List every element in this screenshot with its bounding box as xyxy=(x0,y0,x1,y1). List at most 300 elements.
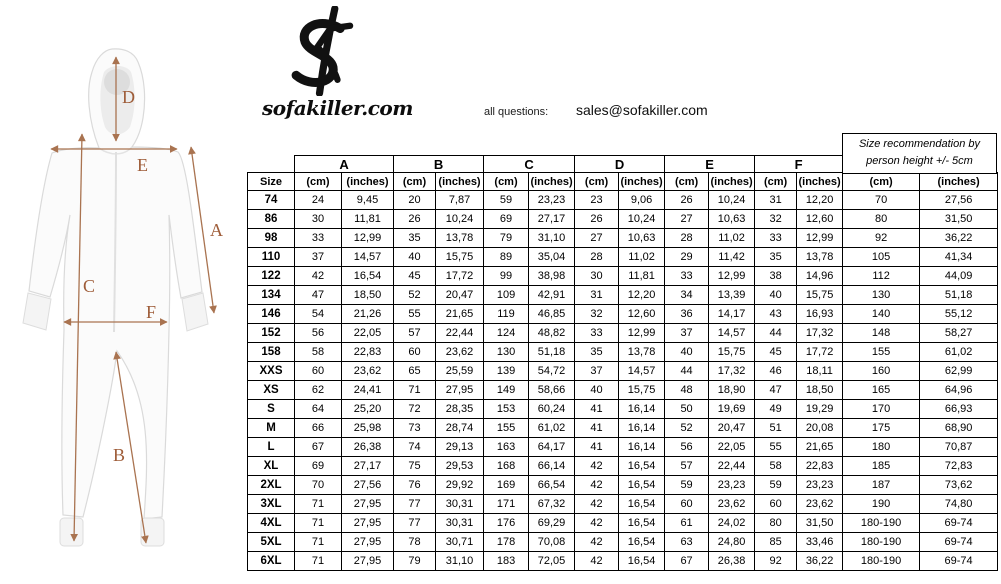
table-row xyxy=(248,400,998,419)
table-row xyxy=(248,229,998,248)
value-cell: 31,50 xyxy=(920,210,998,229)
value-cell: 60 xyxy=(295,362,342,381)
value-cell: 69 xyxy=(484,210,529,229)
value-cell: 13,78 xyxy=(619,343,665,362)
size-cell: 146 xyxy=(248,305,295,324)
value-cell: 130 xyxy=(484,343,529,362)
value-cell: 25,98 xyxy=(342,419,394,438)
value-cell: 37 xyxy=(665,324,709,343)
table-row xyxy=(248,305,998,324)
value-cell: 11,81 xyxy=(342,210,394,229)
value-cell: 42 xyxy=(575,533,619,552)
value-cell: 31,10 xyxy=(436,552,484,571)
onesie-illustration xyxy=(0,0,260,584)
value-cell: 49 xyxy=(755,400,797,419)
value-cell: 23,62 xyxy=(436,343,484,362)
value-cell: 74,80 xyxy=(920,495,998,514)
value-cell: 31 xyxy=(755,191,797,210)
value-cell: 29,92 xyxy=(436,476,484,495)
value-cell: 119 xyxy=(484,305,529,324)
label-b: B xyxy=(113,445,126,465)
value-cell: 40 xyxy=(575,381,619,400)
rec-header-line1: Size recommendation by xyxy=(858,138,981,150)
value-cell: 12,99 xyxy=(342,229,394,248)
size-cell: 158 xyxy=(248,343,295,362)
value-cell: 33 xyxy=(575,324,619,343)
value-cell: 180-190 xyxy=(843,552,920,571)
value-cell: 28,74 xyxy=(436,419,484,438)
size-header: Size xyxy=(248,173,295,191)
value-cell: 77 xyxy=(394,495,436,514)
table-row xyxy=(248,267,998,286)
table-row xyxy=(248,381,998,400)
value-cell: 27 xyxy=(665,210,709,229)
value-cell: 22,05 xyxy=(709,438,755,457)
value-cell: 37 xyxy=(575,362,619,381)
table-row xyxy=(248,476,998,495)
value-cell: 51 xyxy=(755,419,797,438)
value-cell: 20 xyxy=(394,191,436,210)
value-cell: 10,63 xyxy=(709,210,755,229)
value-cell: 69-74 xyxy=(920,514,998,533)
value-cell: 70 xyxy=(843,191,920,210)
value-cell: 180 xyxy=(843,438,920,457)
label-f: F xyxy=(146,302,157,322)
value-cell: 78 xyxy=(394,533,436,552)
unit-cm-header: (cm) xyxy=(665,173,709,191)
value-cell: 26 xyxy=(665,191,709,210)
value-cell: 23,62 xyxy=(342,362,394,381)
value-cell: 175 xyxy=(843,419,920,438)
value-cell: 62 xyxy=(295,381,342,400)
unit-cm-header: (cm) xyxy=(295,173,342,191)
value-cell: 46 xyxy=(755,362,797,381)
value-cell: 54 xyxy=(295,305,342,324)
value-cell: 183 xyxy=(484,552,529,571)
label-e: E xyxy=(137,155,148,175)
unit-inches-header: (inches) xyxy=(619,173,665,191)
value-cell: 45 xyxy=(394,267,436,286)
value-cell: 72,05 xyxy=(529,552,575,571)
value-cell: 56 xyxy=(665,438,709,457)
value-cell: 17,72 xyxy=(436,267,484,286)
size-table-body xyxy=(248,191,998,571)
value-cell: 18,50 xyxy=(797,381,843,400)
value-cell: 29,53 xyxy=(436,457,484,476)
value-cell: 67 xyxy=(295,438,342,457)
value-cell: 16,14 xyxy=(619,400,665,419)
value-cell: 11,02 xyxy=(709,229,755,248)
value-cell: 160 xyxy=(843,362,920,381)
rec-header xyxy=(842,133,997,174)
table-row xyxy=(248,191,998,210)
contact-label: all questions: xyxy=(484,106,549,118)
value-cell: 27,56 xyxy=(920,191,998,210)
value-cell: 42 xyxy=(575,476,619,495)
value-cell: 55 xyxy=(394,305,436,324)
value-cell: 64,96 xyxy=(920,381,998,400)
value-cell: 60 xyxy=(665,495,709,514)
size-cell: 152 xyxy=(248,324,295,343)
value-cell: 59 xyxy=(484,191,529,210)
value-cell: 57 xyxy=(665,457,709,476)
value-cell: 20,47 xyxy=(709,419,755,438)
value-cell: 66,93 xyxy=(920,400,998,419)
value-cell: 109 xyxy=(484,286,529,305)
value-cell: 89 xyxy=(484,248,529,267)
value-cell: 35 xyxy=(755,248,797,267)
value-cell: 12,99 xyxy=(797,229,843,248)
value-cell: 31 xyxy=(575,286,619,305)
value-cell: 79 xyxy=(484,229,529,248)
value-cell: 40 xyxy=(394,248,436,267)
value-cell: 44 xyxy=(665,362,709,381)
table-row xyxy=(248,438,998,457)
value-cell: 80 xyxy=(755,514,797,533)
value-cell: 16,54 xyxy=(619,533,665,552)
value-cell: 13,39 xyxy=(709,286,755,305)
size-cell: 5XL xyxy=(248,533,295,552)
value-cell: 9,45 xyxy=(342,191,394,210)
value-cell: 40 xyxy=(755,286,797,305)
value-cell: 29 xyxy=(665,248,709,267)
value-cell: 41 xyxy=(575,438,619,457)
value-cell: 71 xyxy=(295,514,342,533)
value-cell: 65 xyxy=(394,362,436,381)
col-group-b: B xyxy=(394,156,484,173)
value-cell: 16,54 xyxy=(619,552,665,571)
value-cell: 21,65 xyxy=(797,438,843,457)
value-cell: 27,17 xyxy=(342,457,394,476)
value-cell: 17,72 xyxy=(797,343,843,362)
value-cell: 22,44 xyxy=(709,457,755,476)
value-cell: 12,20 xyxy=(797,191,843,210)
table-row xyxy=(248,457,998,476)
value-cell: 80 xyxy=(843,210,920,229)
value-cell: 51,18 xyxy=(529,343,575,362)
rec-header-line2: person height +/- 5cm xyxy=(866,155,973,167)
value-cell: 168 xyxy=(484,457,529,476)
value-cell: 13,78 xyxy=(797,248,843,267)
value-cell: 27,95 xyxy=(342,552,394,571)
value-cell: 23,62 xyxy=(797,495,843,514)
units-row xyxy=(248,173,998,191)
value-cell: 60 xyxy=(394,343,436,362)
value-cell: 10,24 xyxy=(709,191,755,210)
garment-diagram xyxy=(0,0,260,584)
value-cell: 72 xyxy=(394,400,436,419)
value-cell: 187 xyxy=(843,476,920,495)
label-c: C xyxy=(83,276,96,296)
value-cell: 27,95 xyxy=(342,533,394,552)
value-cell: 70 xyxy=(295,476,342,495)
value-cell: 30,71 xyxy=(436,533,484,552)
unit-inches-header: (inches) xyxy=(709,173,755,191)
value-cell: 52 xyxy=(665,419,709,438)
value-cell: 14,57 xyxy=(619,362,665,381)
value-cell: 54,72 xyxy=(529,362,575,381)
value-cell: 23,23 xyxy=(797,476,843,495)
value-cell: 69-74 xyxy=(920,533,998,552)
value-cell: 22,83 xyxy=(342,343,394,362)
contact-email[interactable]: sales@sofakiller.com xyxy=(576,102,708,118)
value-cell: 16,93 xyxy=(797,305,843,324)
value-cell: 44,09 xyxy=(920,267,998,286)
value-cell: 50 xyxy=(665,400,709,419)
col-group-f: F xyxy=(755,156,843,173)
value-cell: 26,38 xyxy=(342,438,394,457)
value-cell: 17,32 xyxy=(797,324,843,343)
value-cell: 35,04 xyxy=(529,248,575,267)
value-cell: 38 xyxy=(755,267,797,286)
value-cell: 38,98 xyxy=(529,267,575,286)
value-cell: 71 xyxy=(295,552,342,571)
value-cell: 33,46 xyxy=(797,533,843,552)
col-group-a: A xyxy=(295,156,394,173)
value-cell: 16,54 xyxy=(619,514,665,533)
value-cell: 22,83 xyxy=(797,457,843,476)
unit-cm-header: (cm) xyxy=(484,173,529,191)
value-cell: 36,22 xyxy=(797,552,843,571)
value-cell: 19,29 xyxy=(797,400,843,419)
value-cell: 47 xyxy=(755,381,797,400)
size-table-section xyxy=(247,133,998,571)
value-cell: 18,11 xyxy=(797,362,843,381)
value-cell: 70,87 xyxy=(920,438,998,457)
value-cell: 33 xyxy=(295,229,342,248)
size-cell: 134 xyxy=(248,286,295,305)
col-group-e: E xyxy=(665,156,755,173)
value-cell: 12,99 xyxy=(709,267,755,286)
value-cell: 66,14 xyxy=(529,457,575,476)
unit-cm-header: (cm) xyxy=(755,173,797,191)
value-cell: 52 xyxy=(394,286,436,305)
value-cell: 10,63 xyxy=(619,229,665,248)
value-cell: 17,32 xyxy=(709,362,755,381)
value-cell: 30 xyxy=(575,267,619,286)
value-cell: 58,66 xyxy=(529,381,575,400)
table-row xyxy=(248,495,998,514)
unit-inches-header: (inches) xyxy=(797,173,843,191)
value-cell: 14,57 xyxy=(709,324,755,343)
size-cell: 3XL xyxy=(248,495,295,514)
size-cell: M xyxy=(248,419,295,438)
table-row xyxy=(248,362,998,381)
value-cell: 70,08 xyxy=(529,533,575,552)
value-cell: 170 xyxy=(843,400,920,419)
value-cell: 35 xyxy=(394,229,436,248)
value-cell: 61 xyxy=(665,514,709,533)
table-row xyxy=(248,533,998,552)
value-cell: 69 xyxy=(295,457,342,476)
size-cell: 2XL xyxy=(248,476,295,495)
value-cell: 13,78 xyxy=(436,229,484,248)
value-cell: 71 xyxy=(295,495,342,514)
unit-cm-header: (cm) xyxy=(394,173,436,191)
value-cell: 15,75 xyxy=(619,381,665,400)
value-cell: 32 xyxy=(755,210,797,229)
value-cell: 35 xyxy=(575,343,619,362)
value-cell: 149 xyxy=(484,381,529,400)
table-row xyxy=(248,210,998,229)
value-cell: 14,57 xyxy=(342,248,394,267)
value-cell: 20,08 xyxy=(797,419,843,438)
size-cell: 86 xyxy=(248,210,295,229)
value-cell: 28 xyxy=(575,248,619,267)
size-cell: L xyxy=(248,438,295,457)
value-cell: 28,35 xyxy=(436,400,484,419)
unit-inches-header: (inches) xyxy=(436,173,484,191)
value-cell: 16,54 xyxy=(619,476,665,495)
value-cell: 27 xyxy=(575,229,619,248)
value-cell: 25,20 xyxy=(342,400,394,419)
brand-site: sofakiller.com xyxy=(262,96,413,120)
value-cell: 51,18 xyxy=(920,286,998,305)
value-cell: 61,02 xyxy=(920,343,998,362)
value-cell: 21,26 xyxy=(342,305,394,324)
size-cell: 6XL xyxy=(248,552,295,571)
value-cell: 33 xyxy=(665,267,709,286)
table-row xyxy=(248,248,998,267)
value-cell: 69,29 xyxy=(529,514,575,533)
value-cell: 155 xyxy=(484,419,529,438)
value-cell: 67,32 xyxy=(529,495,575,514)
value-cell: 27,17 xyxy=(529,210,575,229)
value-cell: 180-190 xyxy=(843,514,920,533)
value-cell: 169 xyxy=(484,476,529,495)
size-cell: XXS xyxy=(248,362,295,381)
value-cell: 23,62 xyxy=(709,495,755,514)
value-cell: 180-190 xyxy=(843,533,920,552)
value-cell: 140 xyxy=(843,305,920,324)
value-cell: 176 xyxy=(484,514,529,533)
value-cell: 10,24 xyxy=(619,210,665,229)
unit-cm-header: (cm) xyxy=(843,173,920,191)
sk-logo-icon xyxy=(280,6,368,96)
value-cell: 26,38 xyxy=(709,552,755,571)
value-cell: 32 xyxy=(575,305,619,324)
value-cell: 29,13 xyxy=(436,438,484,457)
value-cell: 56 xyxy=(295,324,342,343)
value-cell: 41,34 xyxy=(920,248,998,267)
value-cell: 12,99 xyxy=(619,324,665,343)
value-cell: 112 xyxy=(843,267,920,286)
value-cell: 26 xyxy=(394,210,436,229)
value-cell: 21,65 xyxy=(436,305,484,324)
size-table xyxy=(247,155,998,571)
value-cell: 15,75 xyxy=(797,286,843,305)
label-a: A xyxy=(210,220,223,240)
value-cell: 55,12 xyxy=(920,305,998,324)
value-cell: 66 xyxy=(295,419,342,438)
value-cell: 30,31 xyxy=(436,514,484,533)
value-cell: 15,75 xyxy=(709,343,755,362)
value-cell: 71 xyxy=(295,533,342,552)
col-group-d: D xyxy=(575,156,665,173)
value-cell: 185 xyxy=(843,457,920,476)
value-cell: 14,17 xyxy=(709,305,755,324)
size-cell: 4XL xyxy=(248,514,295,533)
value-cell: 73,62 xyxy=(920,476,998,495)
value-cell: 59 xyxy=(665,476,709,495)
value-cell: 71 xyxy=(394,381,436,400)
value-cell: 18,50 xyxy=(342,286,394,305)
value-cell: 58 xyxy=(295,343,342,362)
value-cell: 23,23 xyxy=(529,191,575,210)
value-cell: 11,42 xyxy=(709,248,755,267)
value-cell: 58 xyxy=(755,457,797,476)
value-cell: 58,27 xyxy=(920,324,998,343)
value-cell: 31,50 xyxy=(797,514,843,533)
value-cell: 42 xyxy=(575,514,619,533)
value-cell: 60,24 xyxy=(529,400,575,419)
value-cell: 74 xyxy=(394,438,436,457)
value-cell: 36,22 xyxy=(920,229,998,248)
value-cell: 46,85 xyxy=(529,305,575,324)
value-cell: 124 xyxy=(484,324,529,343)
value-cell: 24,02 xyxy=(709,514,755,533)
value-cell: 12,20 xyxy=(619,286,665,305)
value-cell: 41 xyxy=(575,419,619,438)
value-cell: 85 xyxy=(755,533,797,552)
value-cell: 20,47 xyxy=(436,286,484,305)
value-cell: 36 xyxy=(665,305,709,324)
value-cell: 16,14 xyxy=(619,438,665,457)
value-cell: 130 xyxy=(843,286,920,305)
size-cell: 122 xyxy=(248,267,295,286)
value-cell: 163 xyxy=(484,438,529,457)
value-cell: 73 xyxy=(394,419,436,438)
value-cell: 42 xyxy=(575,457,619,476)
value-cell: 23 xyxy=(575,191,619,210)
value-cell: 18,90 xyxy=(709,381,755,400)
value-cell: 75 xyxy=(394,457,436,476)
value-cell: 12,60 xyxy=(619,305,665,324)
value-cell: 42,91 xyxy=(529,286,575,305)
value-cell: 30 xyxy=(295,210,342,229)
value-cell: 155 xyxy=(843,343,920,362)
value-cell: 42 xyxy=(575,495,619,514)
value-cell: 41 xyxy=(575,400,619,419)
value-cell: 34 xyxy=(665,286,709,305)
value-cell: 61,02 xyxy=(529,419,575,438)
value-cell: 153 xyxy=(484,400,529,419)
value-cell: 92 xyxy=(843,229,920,248)
unit-cm-header: (cm) xyxy=(575,173,619,191)
value-cell: 99 xyxy=(484,267,529,286)
value-cell: 16,14 xyxy=(619,419,665,438)
value-cell: 24,80 xyxy=(709,533,755,552)
value-cell: 105 xyxy=(843,248,920,267)
size-cell: S xyxy=(248,400,295,419)
value-cell: 28 xyxy=(665,229,709,248)
value-cell: 22,44 xyxy=(436,324,484,343)
unit-inches-header: (inches) xyxy=(342,173,394,191)
col-group-c: C xyxy=(484,156,575,173)
table-row xyxy=(248,552,998,571)
size-cell: 110 xyxy=(248,248,295,267)
value-cell: 16,54 xyxy=(619,457,665,476)
value-cell: 11,81 xyxy=(619,267,665,286)
size-cell: XL xyxy=(248,457,295,476)
value-cell: 44 xyxy=(755,324,797,343)
label-d: D xyxy=(122,87,135,107)
value-cell: 24 xyxy=(295,191,342,210)
value-cell: 24,41 xyxy=(342,381,394,400)
value-cell: 43 xyxy=(755,305,797,324)
size-cell: 74 xyxy=(248,191,295,210)
value-cell: 57 xyxy=(394,324,436,343)
